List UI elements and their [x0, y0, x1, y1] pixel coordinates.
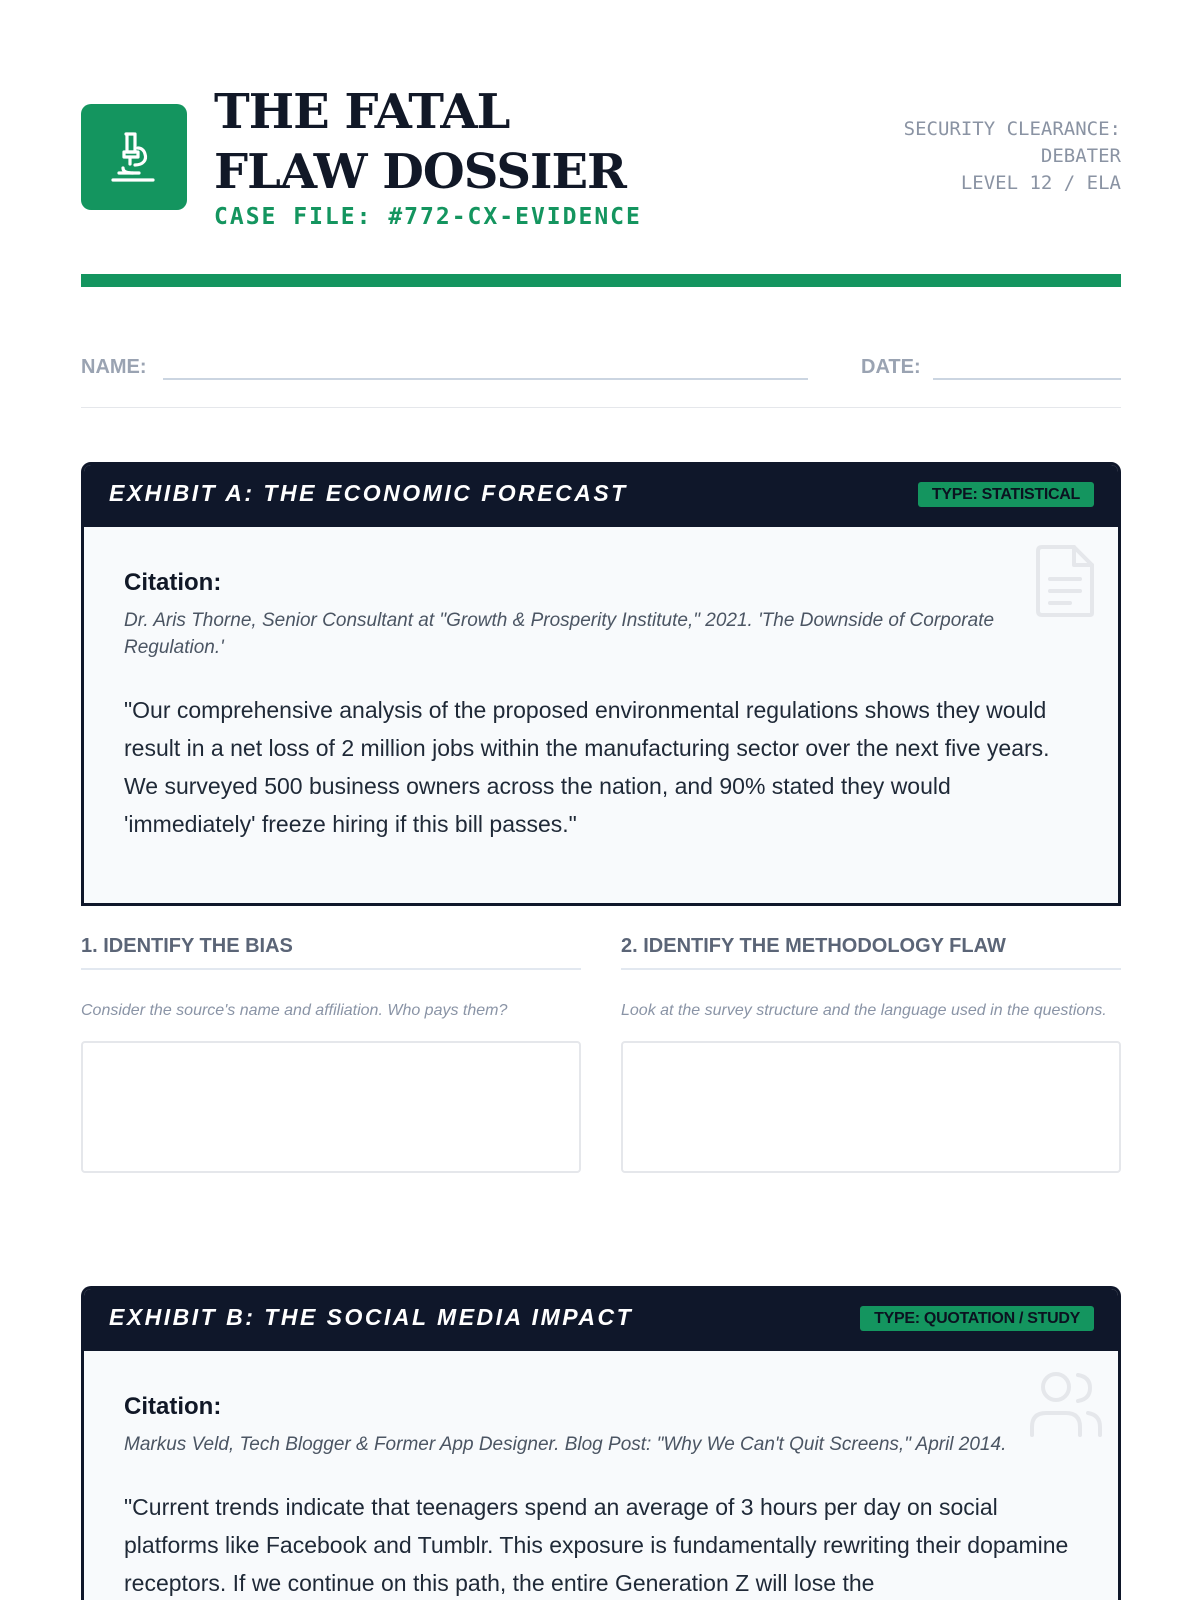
exhibit-b-citation: Markus Veld, Tech Blogger & Former App Designer. Blog Post: "Why We Can't Quit Screens," April 2014.	[124, 1434, 1007, 1455]
document-icon	[1034, 543, 1096, 619]
bias-answer-box[interactable]	[81, 1041, 581, 1173]
clearance-role: DEBATER	[1040, 145, 1121, 167]
clearance-label: SECURITY CLEARANCE:	[903, 118, 1121, 140]
name-label: NAME:	[81, 356, 147, 378]
exhibit-a-citation-label: Citation:	[124, 569, 222, 596]
exhibit-a-body	[84, 527, 1118, 843]
microscope-icon	[109, 130, 159, 184]
methodology-question-hint: Look at the survey structure and the language used in the questions.	[621, 1002, 1107, 1019]
date-field[interactable]	[933, 378, 1121, 380]
page-title: THE FATAL FLAW DOSSIER	[214, 84, 626, 200]
exhibit-b-title: EXHIBIT B: THE SOCIAL MEDIA IMPACT	[109, 1304, 634, 1330]
exhibit-b-card	[81, 1286, 1121, 1600]
methodology-answer-box[interactable]	[621, 1041, 1121, 1173]
exhibit-a-quote: "Our comprehensive analysis of the proposed environmental regulations shows they would result in a net loss of 2 million jobs within the manufacturing sector over the next five years. We surveyed 500 business owners across the nation, and 90% stated they would 'immediately' freeze hiring if this bill passes."	[124, 697, 1050, 837]
name-date-row	[81, 344, 1121, 408]
bias-question-hint: Consider the source's name and affiliation. Who pays them?	[81, 1002, 508, 1019]
exhibit-b-header	[84, 1289, 1118, 1351]
methodology-question	[621, 935, 1121, 1173]
exhibit-b-quote: "Current trends indicate that teenagers spend an average of 3 hours per day on social platforms like Facebook and Tumblr. This exposure is fundamentally rewriting their dopamine receptors. If we continue on this path, the entire Generation Z will lose the	[124, 1494, 1069, 1596]
exhibit-b-type-badge: TYPE: QUOTATION / STUDY	[860, 1306, 1094, 1331]
exhibit-b-body	[84, 1351, 1118, 1600]
bias-question-title: 1. IDENTIFY THE BIAS	[81, 935, 581, 970]
date-label: DATE:	[861, 356, 921, 378]
clearance-level: LEVEL 12 / ELA	[960, 172, 1121, 194]
methodology-question-title: 2. IDENTIFY THE METHODOLOGY FLAW	[621, 935, 1121, 970]
exhibit-a-title: EXHIBIT A: THE ECONOMIC FORECAST	[109, 480, 628, 506]
exhibit-a-type-badge: TYPE: STATISTICAL	[918, 482, 1094, 507]
exhibit-b-citation-label: Citation:	[124, 1393, 222, 1420]
bias-question	[81, 935, 581, 1173]
name-field[interactable]	[163, 378, 808, 380]
dossier-header	[81, 0, 1121, 287]
exhibit-a-citation: Dr. Aris Thorne, Senior Consultant at "Growth & Prosperity Institute," 2021. 'The Downside of Corporate Regulation.'	[124, 610, 995, 658]
case-file-number: CASE FILE: #772-CX-EVIDENCE	[214, 204, 642, 230]
users-icon	[1028, 1369, 1104, 1439]
exhibit-a-card	[81, 462, 1121, 906]
header-divider	[81, 274, 1121, 287]
exhibit-a-header	[84, 465, 1118, 527]
logo-badge	[81, 104, 187, 210]
security-clearance	[904, 116, 1121, 197]
dossier-page	[81, 0, 1121, 1596]
